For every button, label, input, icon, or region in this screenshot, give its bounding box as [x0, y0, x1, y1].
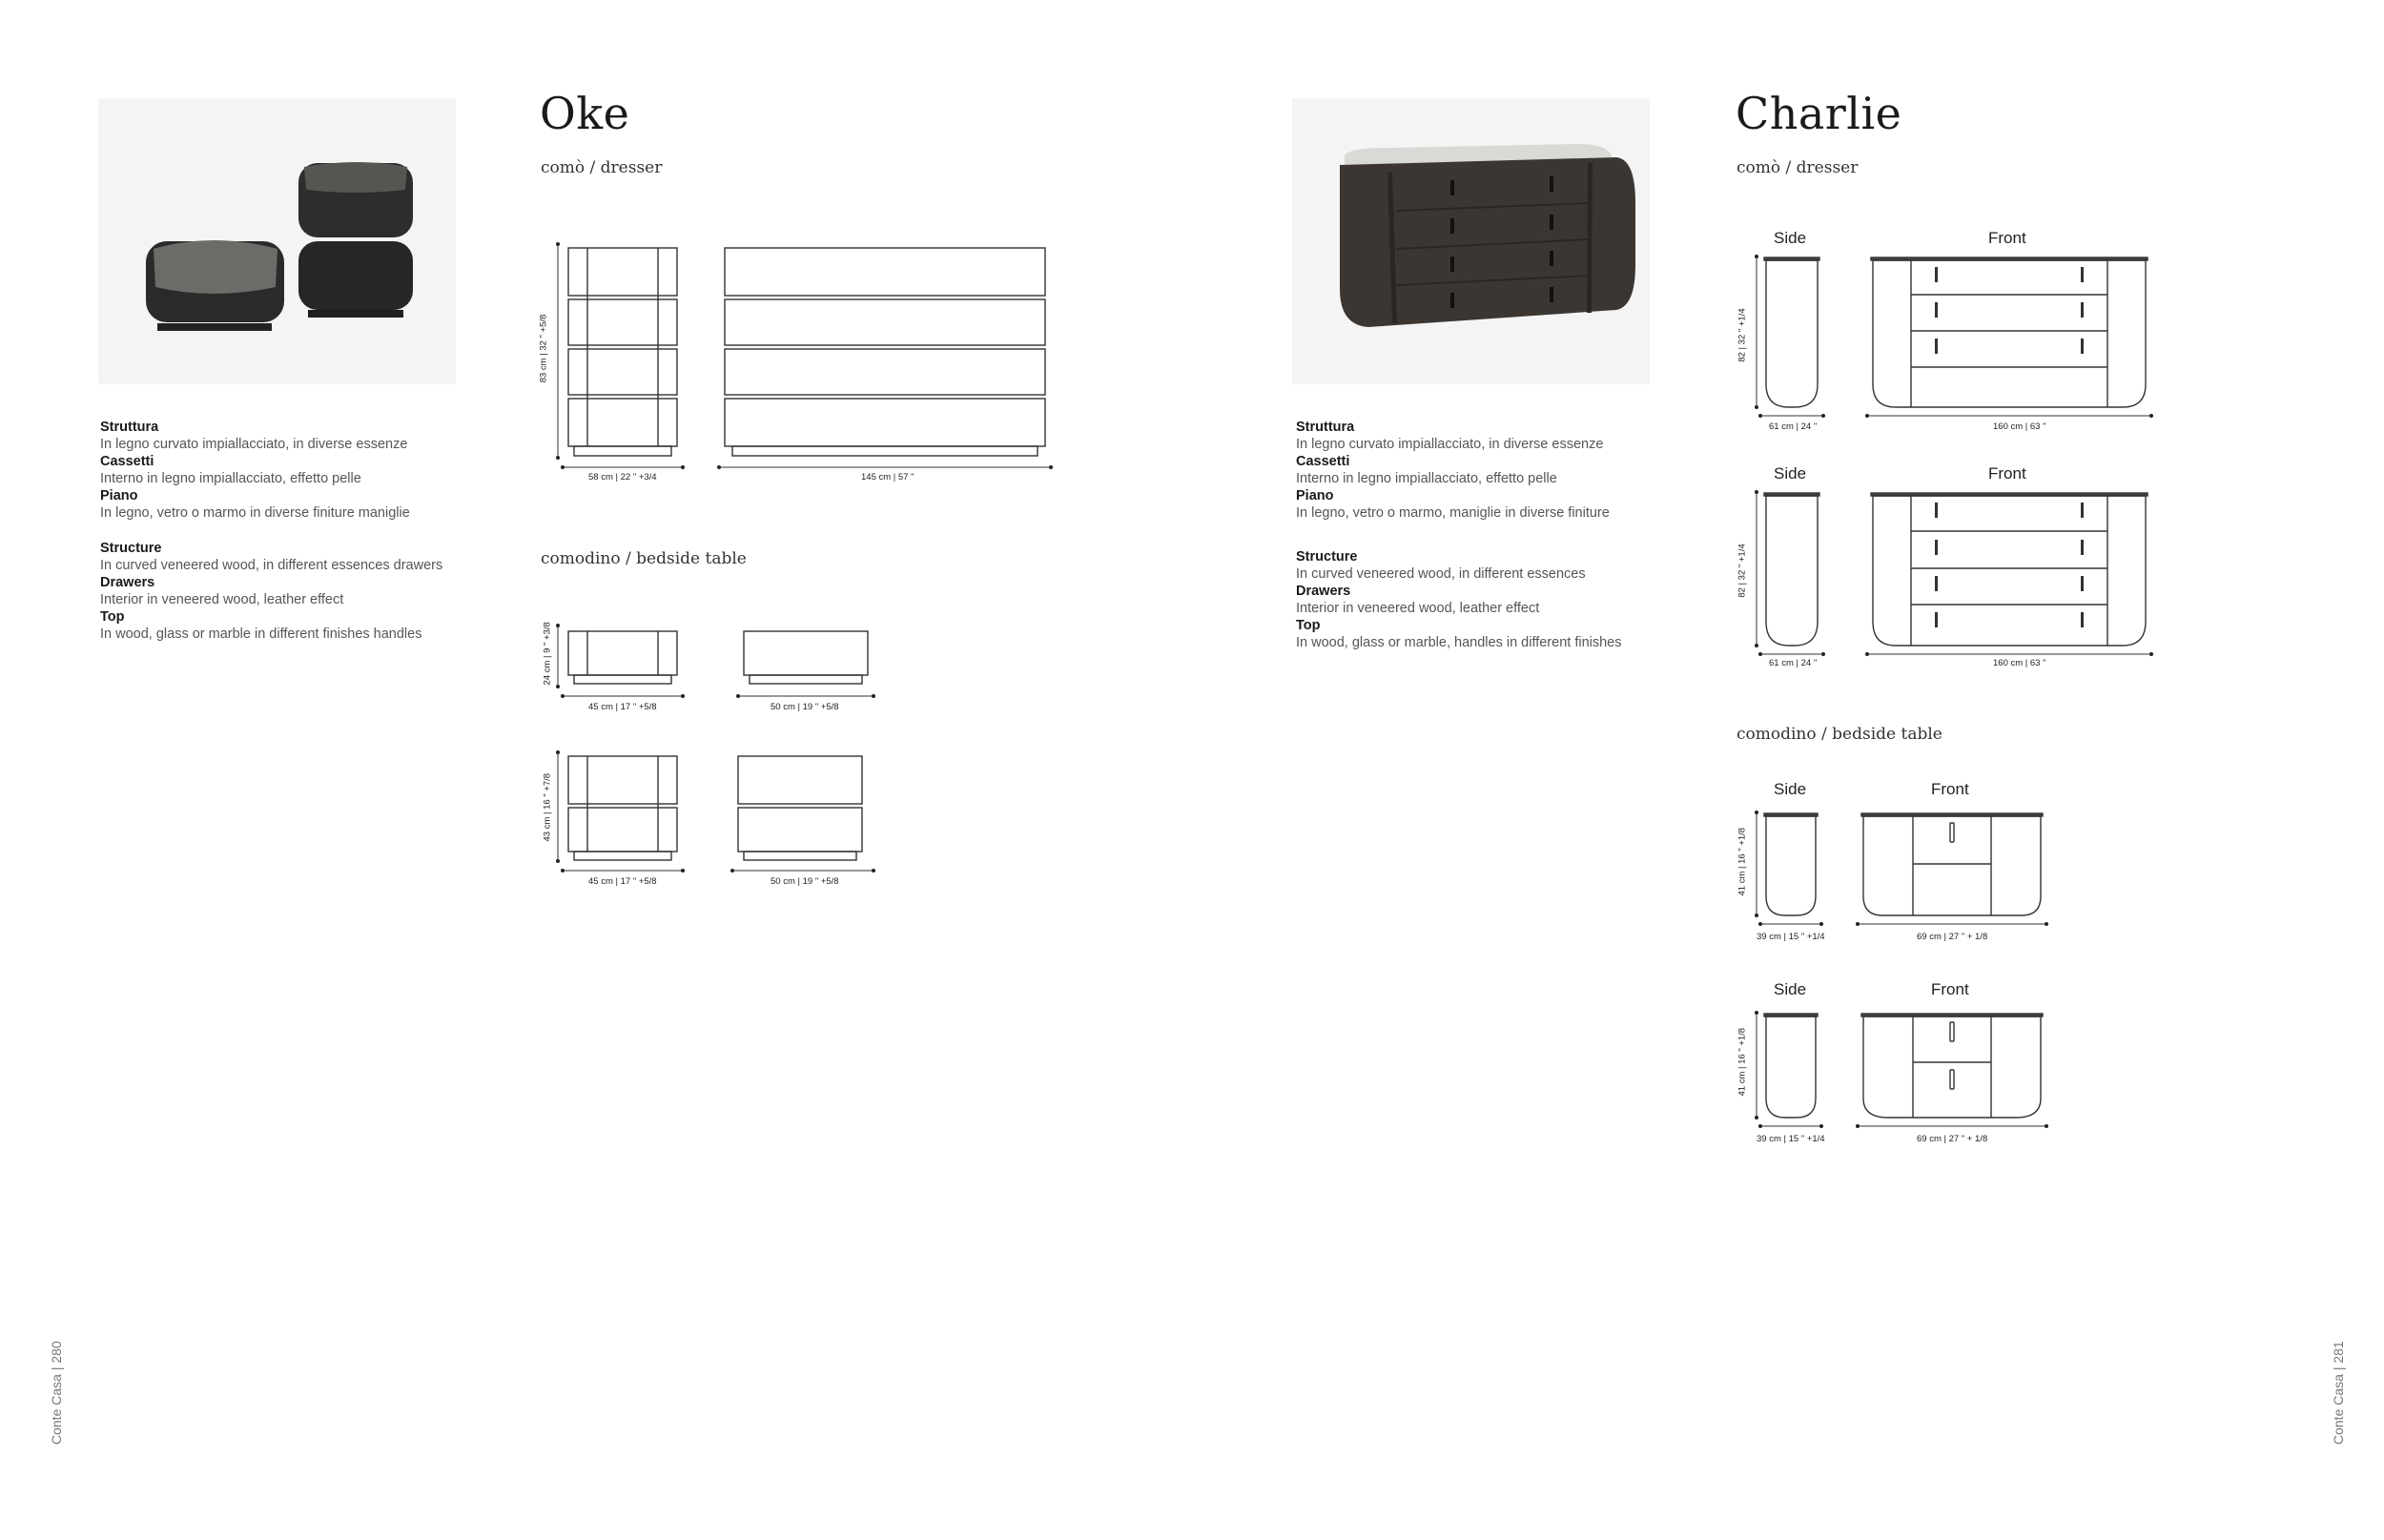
desc-text: In wood, glass or marble in different finishes handles — [100, 626, 422, 642]
desc-heading: Piano — [100, 488, 138, 503]
product-title: Charlie — [1736, 88, 1902, 139]
charlie-product-photo — [1292, 98, 1650, 384]
desc-heading: Structure — [1296, 549, 1358, 565]
oke-dresser-drawing — [534, 238, 1068, 486]
front-label: Front — [1931, 980, 1969, 998]
page-footer: Conte Casa | 281 — [2331, 1341, 2346, 1445]
dim-label: 82 | 32 " +1/4 — [1737, 544, 1748, 598]
oke-description — [100, 419, 482, 643]
dim-label: 45 cm | 17 " +5/8 — [588, 702, 657, 712]
desc-text: In wood, glass or marble, handles in different finishes — [1296, 635, 1622, 650]
dim-label: 160 cm | 63 " — [1993, 658, 2046, 668]
desc-heading: Top — [100, 609, 125, 625]
side-label: Side — [1774, 229, 1807, 247]
desc-text: Interior in veneered wood, leather effect — [1296, 601, 1540, 616]
page-footer: Conte Casa | 280 — [49, 1341, 64, 1445]
bedside-subtitle: comodino / bedside table — [1737, 725, 1942, 744]
desc-text: Interno in legno impiallacciato, effetto pelle — [100, 471, 361, 486]
charlie-bedside-drawing-1 — [1736, 809, 2060, 933]
desc-heading: Cassetti — [100, 454, 154, 469]
side-label: Side — [1774, 464, 1807, 483]
front-label: Front — [1988, 464, 2026, 483]
desc-text: In curved veneered wood, in different essences drawers — [100, 558, 443, 573]
bedside-subtitle: comodino / bedside table — [541, 549, 747, 568]
dim-label: 58 cm | 22 " +3/4 — [588, 472, 657, 483]
desc-text: In legno, vetro o marmo in diverse finiture maniglie — [100, 505, 410, 521]
oke-bedside-drawing-2 — [534, 749, 896, 882]
dim-label: 69 cm | 27 " + 1/8 — [1917, 1134, 1988, 1144]
dim-label: 39 cm | 15 " +1/4 — [1757, 932, 1825, 942]
side-label: Side — [1774, 780, 1807, 798]
dim-label: 41 cm | 16 " +1/8 — [1737, 827, 1748, 896]
product-title: Oke — [540, 88, 630, 139]
charlie-dresser-drawing-2 — [1736, 488, 2165, 665]
dim-label: 61 cm | 24 " — [1769, 421, 1818, 432]
desc-heading: Struttura — [100, 420, 159, 435]
front-label: Front — [1988, 229, 2026, 247]
charlie-description — [1296, 419, 1677, 651]
dim-label: 160 cm | 63 " — [1993, 421, 2046, 432]
desc-heading: Structure — [100, 541, 162, 556]
dim-label: 61 cm | 24 " — [1769, 658, 1818, 668]
dim-label: 43 cm | 16 " +7/8 — [542, 772, 553, 842]
oke-product-photo — [98, 98, 456, 384]
desc-text: In curved veneered wood, in different essences — [1296, 566, 1586, 582]
desc-heading: Cassetti — [1296, 454, 1350, 469]
desc-text: Interno in legno impiallacciato, effetto pelle — [1296, 471, 1557, 486]
desc-heading: Drawers — [100, 575, 155, 590]
dim-label: 45 cm | 17 " +5/8 — [588, 876, 657, 887]
dim-label: 24 cm | 9 " +3/8 — [542, 622, 553, 686]
desc-text: Interior in veneered wood, leather effect — [100, 592, 344, 607]
front-label: Front — [1931, 780, 1969, 798]
charlie-dresser-drawing-1 — [1736, 253, 2165, 424]
desc-text: In legno curvato impiallacciato, in diverse essenze — [100, 437, 408, 452]
dim-label: 50 cm | 19 " +5/8 — [771, 702, 839, 712]
dresser-subtitle: comò / dresser — [1737, 158, 1859, 177]
desc-text: In legno curvato impiallacciato, in diverse essenze — [1296, 437, 1604, 452]
desc-heading: Piano — [1296, 488, 1334, 503]
dim-label: 39 cm | 15 " +1/4 — [1757, 1134, 1825, 1144]
dim-label: 83 cm | 32 " +5/8 — [538, 314, 549, 383]
dim-label: 145 cm | 57 " — [861, 472, 915, 483]
dim-label: 41 cm | 16 " +1/8 — [1737, 1027, 1748, 1097]
side-label: Side — [1774, 980, 1807, 998]
desc-heading: Drawers — [1296, 584, 1351, 599]
dim-label: 69 cm | 27 " + 1/8 — [1917, 932, 1988, 942]
oke-bedside-drawing-1 — [534, 620, 896, 715]
desc-heading: Struttura — [1296, 420, 1355, 435]
dim-label: 50 cm | 19 " +5/8 — [771, 876, 839, 887]
dresser-subtitle: comò / dresser — [541, 158, 663, 177]
dim-label: 82 | 32 " +1/4 — [1737, 308, 1748, 362]
desc-text: In legno, vetro o marmo, maniglie in diverse finiture — [1296, 505, 1610, 521]
desc-heading: Top — [1296, 618, 1321, 633]
charlie-bedside-drawing-2 — [1736, 1009, 2060, 1138]
